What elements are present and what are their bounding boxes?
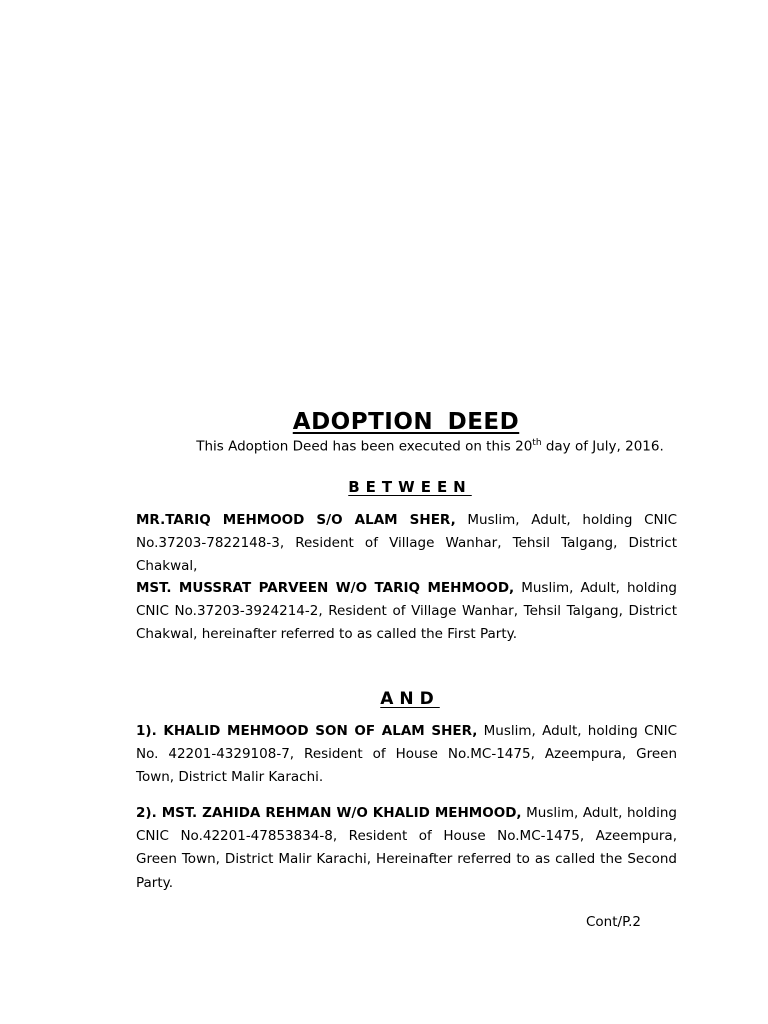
first-party-person-2-details: Muslim, Adult, holding CNIC No.37203-3924214-2, Resident of Village Wanhar, Tehsil Talgang, District Chakwal, hereinafter referred to as called the First Party. <box>136 580 677 643</box>
ordinal-suffix: th <box>532 438 542 448</box>
second-party-person-1-name: 1). KHALID MEHMOOD SON OF ALAM SHER, <box>136 723 478 739</box>
between-heading <box>0 478 768 496</box>
first-party-person-1 <box>136 509 677 579</box>
between-heading-text: BETWEEN <box>348 478 472 496</box>
first-party-person-2 <box>136 577 677 647</box>
document-title-text: ADOPTION DEED <box>292 409 520 435</box>
execution-date-text: day of July, 2016. <box>541 438 664 455</box>
second-party-person-2-details: Muslim, Adult, holding CNIC No.42201-47853834-8, Resident of House No.MC-1475, Azeempura, Green Town, District Malir Karachi, Hereinafter referred to as called the Second Party. <box>136 805 677 891</box>
second-party-person-2-name: 2). MST. ZAHIDA REHMAN W/O KHALID MEHMOOD, <box>136 805 522 821</box>
execution-statement-text: This Adoption Deed has been executed on this 20 <box>196 438 533 455</box>
second-party-person-2 <box>136 802 677 895</box>
second-party-person-1 <box>136 720 677 790</box>
execution-statement <box>180 432 680 459</box>
and-heading <box>0 689 768 709</box>
and-heading-text: AND <box>380 689 440 709</box>
second-party-person-1-details: Muslim, Adult, holding CNIC No. 42201-4329108-7, Resident of House No.MC-1475, Azeempura, Green Town, District Malir Karachi. <box>136 723 678 786</box>
first-party-person-1-name: MR.TARIQ MEHMOOD S/O ALAM SHER, <box>136 512 456 528</box>
continuation-note: Cont/P.2 <box>586 914 642 930</box>
first-party-person-1-details: Muslim, Adult, holding CNIC No.37203-7822148-3, Resident of Village Wanhar, Tehsil Talgang, District Chakwal, <box>136 512 678 575</box>
first-party-person-2-name: MST. MUSSRAT PARVEEN W/O TARIQ MEHMOOD, <box>136 580 515 596</box>
